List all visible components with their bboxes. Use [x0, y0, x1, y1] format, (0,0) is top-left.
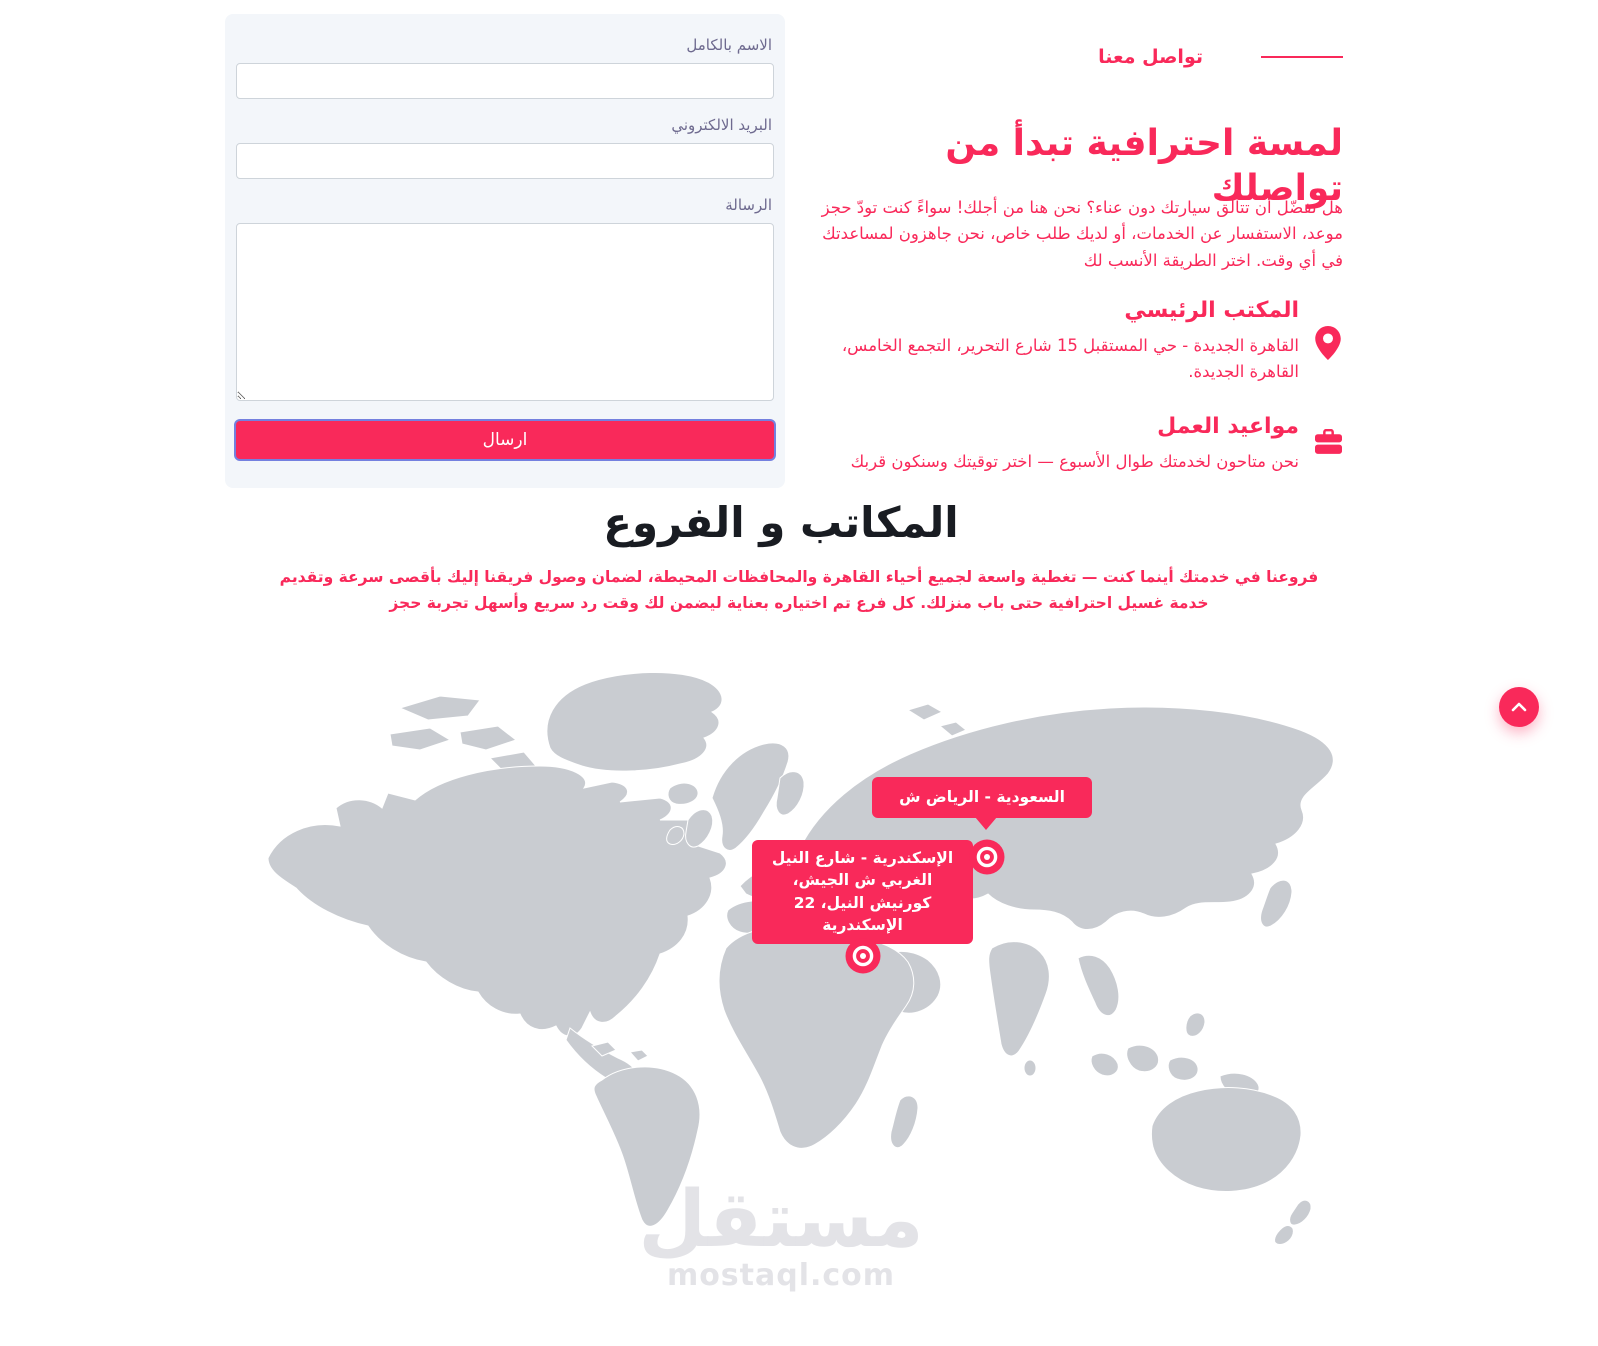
map-marker-alexandria target-dot-icon[interactable]: [845, 938, 881, 974]
contact-form: [225, 14, 785, 488]
message-label: الرسالة: [725, 196, 772, 214]
map-tooltip-riyadh: [872, 777, 1092, 818]
email-input[interactable]: [236, 143, 774, 179]
map-marker-riyadh target-dot-icon[interactable]: [969, 839, 1005, 875]
office-title: المكتب الرئيسي: [1124, 298, 1299, 323]
map-tooltip-alexandria-label: الإسكندرية - شارع النيل الغربي ش الجيش، كورنيش النيل، 22 الإسكندرية: [771, 849, 954, 935]
scroll-to-top-button[interactable]: [1499, 687, 1539, 727]
contact-heading: لمسة احترافية تبدأ من تواصلك: [945, 123, 1343, 209]
branches-description: فروعنا في خدمتك أينما كنت — تغطية واسعة لجميع أحياء القاهرة والمحافظات المحيطة، لضمان وصول فريقنا إليك بأقصى سرعة وتقديم خدمة غسيل احترافية حتى باب منزلك. كل فرع تم اختياره بعناية ليضمن لك وقت رد سريع وأسهل تجربة حجز: [279, 568, 1319, 613]
office-address: القاهرة الجديدة - حي المستقبل 15 شارع التحرير، التجمع الخامس، القاهرة الجديدة.: [841, 336, 1299, 381]
kicker-label: تواصل معنا: [1098, 46, 1203, 68]
main-office-info: [808, 298, 1343, 384]
world-map: [240, 648, 1340, 1296]
map-tooltip-riyadh-label: السعودية - الرياض ش: [899, 788, 1065, 807]
name-label: الاسم بالكامل: [686, 36, 772, 54]
hours-title: مواعيد العمل: [1157, 414, 1299, 439]
world-map-svg: [240, 648, 1340, 1296]
send-button[interactable]: ارسال: [236, 421, 774, 459]
watermark-site: mostaql.com: [666, 1257, 896, 1293]
kicker-line-decoration: [1261, 56, 1343, 58]
watermark-logo: مستقل: [638, 1175, 924, 1265]
email-label: البريد الالكتروني: [671, 116, 772, 134]
briefcase-icon: [1313, 414, 1343, 475]
contact-description: هل تفضّل أن تتألق سيارتك دون عناء؟ نحن هنا من أجلك! سواءً كنت تودّ حجز موعد، الاستفسار عن الخدمات، أو لديك طلب خاص، نحن جاهزون لمساعدتك في أي وقت. اختر الطريقة الأنسب لك: [821, 198, 1343, 270]
name-input[interactable]: [236, 63, 774, 99]
section-kicker: [810, 46, 1343, 68]
branches-heading: المكاتب و الفروع: [603, 498, 959, 547]
map-tooltip-alexandria: [752, 840, 973, 944]
message-textarea[interactable]: [236, 223, 774, 401]
working-hours-info: [808, 414, 1343, 475]
chevron-up-icon: [1511, 702, 1527, 712]
hours-text: نحن متاحون لخدمتك طوال الأسبوع — اختر توقيتك وسنكون قربك: [850, 452, 1299, 471]
location-pin-icon: [1313, 298, 1343, 384]
